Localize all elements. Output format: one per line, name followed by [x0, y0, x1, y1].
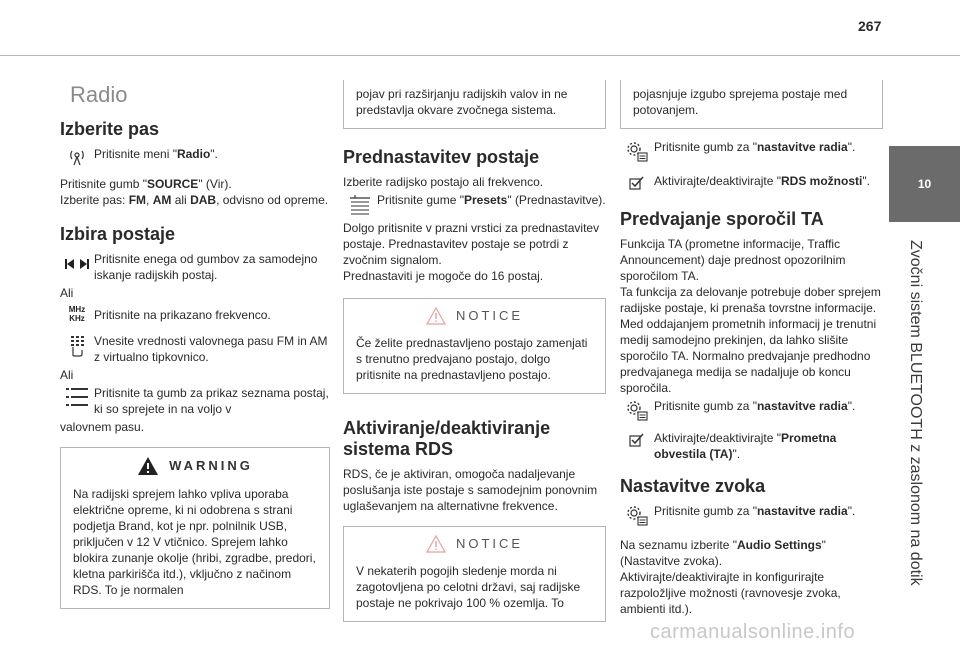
- instruction-item: Vnesite vrednosti valovnega pasu FM in AM z virtualno tipkovnico.: [60, 333, 330, 365]
- paragraph: Pritisnite gumb "SOURCE" (Vir).: [60, 177, 232, 191]
- instruction-item: Pritisnite gume "Presets" (Prednastavitve).: [343, 192, 606, 218]
- notice-icon: [426, 535, 446, 553]
- page-number: 267: [858, 18, 882, 34]
- warning-box: [60, 447, 330, 609]
- section-heading: Prednastavitev postaje: [343, 147, 540, 167]
- section-heading: Izbira postaje: [60, 224, 176, 244]
- list-icon: [60, 385, 94, 407]
- radio-mast-icon: [60, 146, 94, 166]
- frequency-icon: MHz KHz: [68, 305, 86, 323]
- instruction-item: Pritisnite gumb za "nastavitve radia".: [620, 139, 883, 163]
- instruction-item: Aktivirajte/deaktivirajte "Prometna obvestila (TA)".: [620, 430, 883, 462]
- notice-box: [343, 298, 606, 394]
- chapter-tab[interactable]: 10: [889, 146, 960, 222]
- notice-text: V nekaterih pogojih sledenje morda ni zagotovljena po celotni državi, saj radijske postaje ne pokrivajo 100 % ozemlja. To: [356, 564, 581, 610]
- warning-box-continued: pojav pri razširjanju radijskih valov in ne predstavlja okvare zvočnega sistema.: [343, 80, 606, 129]
- notice-heading: NOTICE: [455, 536, 524, 551]
- notice-heading: NOTICE: [455, 308, 524, 323]
- settings-gear-icon: [620, 139, 654, 163]
- warning-icon: [137, 456, 159, 476]
- instruction-item: Pritisnite ta gumb za prikaz seznama postaj, ki so sprejete in na voljo v: [60, 385, 330, 417]
- instruction-item: Pritisnite enega od gumbov za samodejno iskanje radijskih postaj.: [60, 251, 330, 283]
- seek-buttons-icon: [60, 251, 94, 269]
- settings-gear-icon: [620, 398, 654, 422]
- page-title: Radio: [70, 82, 128, 107]
- instruction-item: Pritisnite gumb za "nastavitve radia".: [620, 503, 883, 527]
- notice-box-continued: pojasnjuje izgubo sprejema postaje med potovanjem.: [620, 80, 883, 129]
- warning-heading: WARNING: [169, 458, 253, 473]
- header-divider: [0, 55, 960, 56]
- section-heading: Aktiviranje/deaktiviranje sistema RDS: [343, 418, 551, 459]
- column-2: pojav pri razširjanju radijskih valov in ne predstavlja okvare zvočnega sistema. Prednastavitev postaje Izberite radijsko postajo ali frekvenco. Pritisnite gume "Presets" (Prednastavitve). Dolgo pritisnite v prazni vrstici za prednastavitev postaje. Prednastavitev postaje se potrdi z zvočnim signalom. Prednastaviti je mogoče do 16 postaj. NOTICE Če želite prednastavljeno postajo zamenjati s trenutno predvajano postajo, dolgo pritisnite na prednastavljeno postajo. Aktiviranje/deaktiviranje sistema RDS RDS, če je aktiviran, omogoča nadaljevanje poslušanja iste postaje s samodejnim ponovnim uglaševanjem na alternativne frekvence. NOTICE V nekaterih pogojih sledenje morda ni zagotovljena po celotni državi, saj radijske postaje ne pokrivajo 100 % ozemlja. To: [343, 80, 606, 630]
- presets-icon: [343, 192, 377, 218]
- column-1: Radio Izberite pas Pritisnite meni "Radio". Pritisnite gumb "SOURCE" (Vir). Izberite pas: FM, AM ali DAB, odvisno od opreme. Izbira postaje Pritisnite enega od gumbov za samodejno iskanje radijskih postaj. Ali MHz KHz Pritisnite na prikazano frekvenco. Vnesite vrednosti valovnega pasu FM in AM z virtualno tipkovnico. Ali Pritisnite ta gumb za prikaz seznama postaj, ki so sprejete in na voljo v valovnem pasu. WARNING Na radijski sprejem lahko vpliva uporaba električne opreme, ki ni odobrena s strani podjetja Brand, kot je npr. polnilnik USB, priključen v 12 V vtičnico. Sprejem lahko blokira zunanje okolje (hribi, zgradbe, predori, kletna parkirišča itd.), vključno z načinom RDS. To je normalen: [60, 80, 330, 617]
- warning-text: Na radijski sprejem lahko vpliva uporaba električne opreme, ki ni odobrena s strani podjetja Brand, kot je npr. polnilnik USB, priključen v 12 V vtičnico. Sprejem lahko blokira zunanje okolje (hribi, zgradbe, predori, kletna parkirišča itd.), vključno z načinom RDS. To je normalen: [73, 487, 316, 597]
- toggle-check-icon: [620, 430, 654, 448]
- section-heading: Nastavitve zvoka: [620, 476, 766, 496]
- section-heading: Izberite pas: [60, 119, 160, 139]
- instruction-item: Pritisnite gumb za "nastavitve radia".: [620, 398, 883, 422]
- or-label: Ali: [60, 286, 74, 300]
- paragraph: Izberite pas: FM, AM ali DAB, odvisno od opreme.: [60, 193, 329, 207]
- toggle-check-icon: [620, 173, 654, 191]
- notice-text: Če želite prednastavljeno postajo zamenjati s trenutno predvajano postajo, dolgo pritisnite na prednastavljeno postajo.: [356, 336, 588, 382]
- notice-icon: [426, 307, 446, 325]
- or-label: Ali: [60, 368, 74, 382]
- instruction-item: Pritisnite meni "Radio".: [60, 146, 330, 166]
- notice-box: [343, 526, 606, 622]
- settings-gear-icon: [620, 503, 654, 527]
- keypad-icon: [60, 333, 94, 357]
- watermark: carmanualsonline.info: [650, 621, 856, 643]
- chapter-title: Zvočni sistem BLUETOOTH z zaslonom na dotik: [907, 240, 924, 586]
- section-heading: Predvajanje sporočil TA: [620, 209, 824, 229]
- paragraph: Na seznamu izberite "Audio Settings" (Nastavitve zvoka).: [620, 538, 826, 568]
- instruction-item: MHz KHz Pritisnite na prikazano frekvenco.: [60, 303, 330, 323]
- column-3: pojasnjuje izgubo sprejema postaje med potovanjem. Pritisnite gumb za "nastavitve radia". Aktivirajte/deaktivirajte "RDS možnosti". Predvajanje sporočil TA Funkcija TA (prometne informacije, Traffic Announcement) daje prednost opozorilnim sporočilom TA. Ta funkcija za delovanje potrebuje dober sprejem radijske postaje, ki prenaša tovrstne informacije. Med oddajanjem prometnih informacij je trenutni medij samodejno prekinjen, da lahko slišite sporočilo TA. Normalno predvajanje predhodno predvajanega medija se nadaljuje ob koncu sporočila. Pritisnite gumb za "nastavitve radia". Aktivirajte/deaktivirajte "Prometna obvestila (TA)". Nastavitve zvoka Pritisnite gumb za "nastavitve radia". Na seznamu izberite "Audio Settings" (Nastavitve zvoka). Aktivirajte/deaktivirajte in konfigurirajte razpoložljive možnosti (ravnovesje zvoka, ambienti itd.).: [620, 80, 883, 617]
- instruction-item: Aktivirajte/deaktivirajte "RDS možnosti".: [620, 173, 883, 191]
